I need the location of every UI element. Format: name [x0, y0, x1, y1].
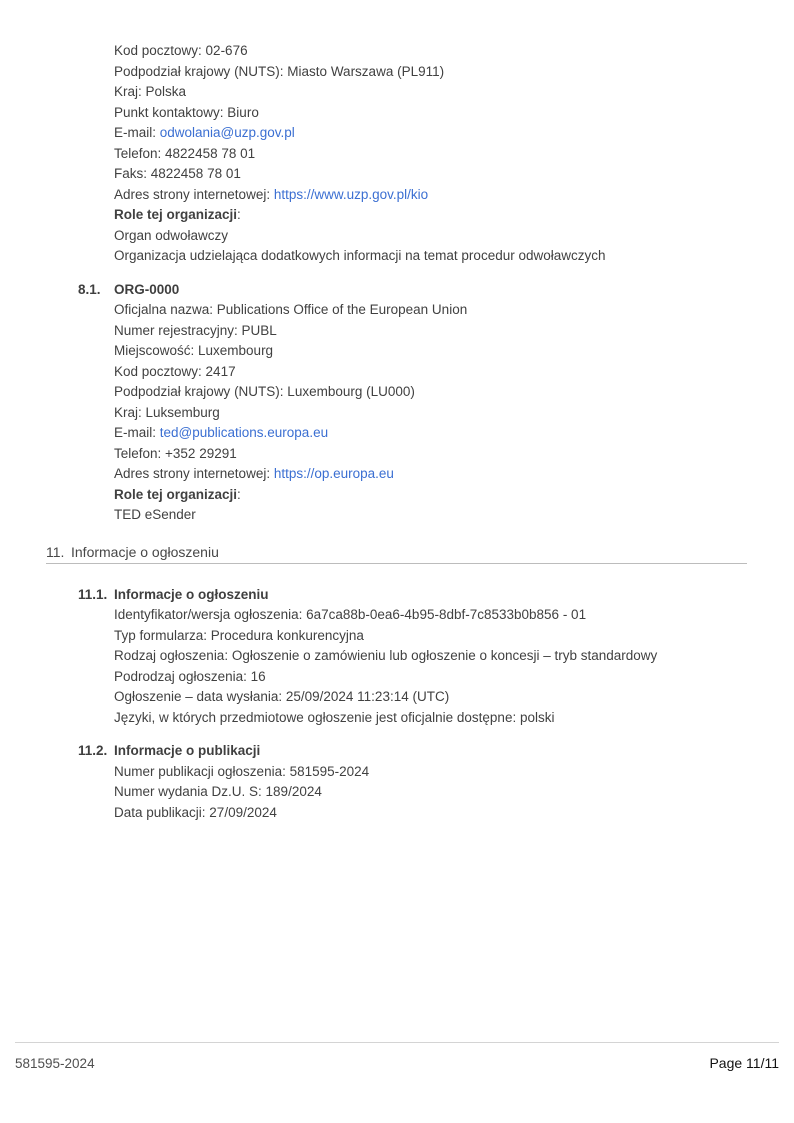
field-notice-type: Rodzaj ogłoszenia: Ogłoszenie o zamówieniu lub ogłoszenie o koncesji – tryb standardowy [114, 648, 658, 663]
field-publication-number: Numer publikacji ogłoszenia: 581595-2024 [114, 763, 370, 779]
notice-information-block [0, 605, 794, 728]
field-phone: Telefon: 4822458 78 01 [114, 145, 256, 161]
org-roles-label: Role tej organizacji: [114, 486, 241, 502]
field-phone: Telefon: +352 29291 [114, 445, 237, 461]
section-heading-11 [46, 543, 747, 564]
org-appeal-block [0, 41, 794, 267]
org-role-appeal-body: Organ odwoławczy [114, 227, 229, 243]
section-heading-8-1 [78, 280, 754, 301]
section-title: Informacje o ogłoszeniu [71, 543, 219, 560]
org-publications-office-block [0, 300, 794, 526]
website-link[interactable]: https://op.europa.eu [273, 466, 394, 481]
field-country: Kraj: Luksemburg [114, 404, 220, 420]
section-number: 11.1. [78, 586, 108, 602]
email-link[interactable]: ted@publications.europa.eu [159, 425, 329, 440]
footer-page-label: Page 11/11 [709, 1055, 779, 1071]
section-title: ORG-0000 [114, 281, 180, 297]
field-city: Miejscowość: Luxembourg [114, 343, 274, 358]
field-email [114, 123, 754, 144]
field-website-label: Adres strony internetowej: [114, 466, 274, 481]
org-role-review-info: Organizacja udzielająca dodatkowych informacji na temat procedur odwoławczych [114, 248, 606, 263]
field-notice-subtype: Podrodzaj ogłoszenia: 16 [114, 668, 266, 684]
section-number: 8.1. [78, 281, 101, 297]
section-heading-11-2 [78, 741, 754, 762]
field-postal-code: Kod pocztowy: 2417 [114, 363, 236, 379]
field-fax: Faks: 4822458 78 01 [114, 166, 241, 181]
page-footer [15, 1042, 779, 1071]
section-number: 11.2. [78, 743, 108, 758]
field-email-label: E-mail: [114, 425, 160, 440]
field-dispatch-date: Ogłoszenie – data wysłania: 25/09/2024 11:23:14 (UTC) [114, 689, 450, 704]
field-nuts-subdivision: Podpodział krajowy (NUTS): Miasto Warszawa (PL911) [114, 63, 445, 79]
field-website-label: Adres strony internetowej: [114, 186, 274, 202]
email-link[interactable]: odwolania@uzp.gov.pl [159, 125, 295, 140]
field-website [114, 464, 754, 485]
field-notice-identifier-version: Identyfikator/wersja ogłoszenia: 6a7ca88b-0ea6-4b95-8dbf-7c8533b0b856 - 01 [114, 607, 587, 622]
field-form-type: Typ formularza: Procedura konkurencyjna [114, 627, 364, 643]
field-email-label: E-mail: [114, 125, 160, 140]
field-official-languages: Języki, w których przedmiotowe ogłoszenie jest oficjalnie dostępne: polski [114, 709, 555, 725]
section-number: 11. [46, 543, 65, 560]
publication-information-block [0, 762, 794, 824]
footer-publication-number: 581595-2024 [15, 1056, 95, 1071]
org-roles-label: Role tej organizacji: [114, 207, 241, 222]
org-role-esender: TED eSender [114, 507, 196, 522]
website-link[interactable]: https://www.uzp.gov.pl/kio [273, 186, 429, 202]
section-title: Informacje o ogłoszeniu [114, 586, 269, 602]
field-email [114, 423, 754, 444]
field-official-name: Oficjalna nazwa: Publications Office of the European Union [114, 302, 468, 317]
section-heading-11-1 [78, 585, 754, 606]
field-nuts-subdivision: Podpodział krajowy (NUTS): Luxembourg (LU000) [114, 384, 415, 399]
field-ojs-issue-number: Numer wydania Dz.U. S: 189/2024 [114, 784, 322, 799]
field-contact-point: Punkt kontaktowy: Biuro [114, 104, 259, 120]
field-registration-number: Numer rejestracyjny: PUBL [114, 322, 277, 338]
field-publication-date: Data publikacji: 27/09/2024 [114, 804, 277, 820]
section-title: Informacje o publikacji [114, 743, 261, 758]
field-country: Kraj: Polska [114, 84, 187, 99]
field-postal-code: Kod pocztowy: 02-676 [114, 43, 248, 58]
field-website [114, 185, 754, 206]
